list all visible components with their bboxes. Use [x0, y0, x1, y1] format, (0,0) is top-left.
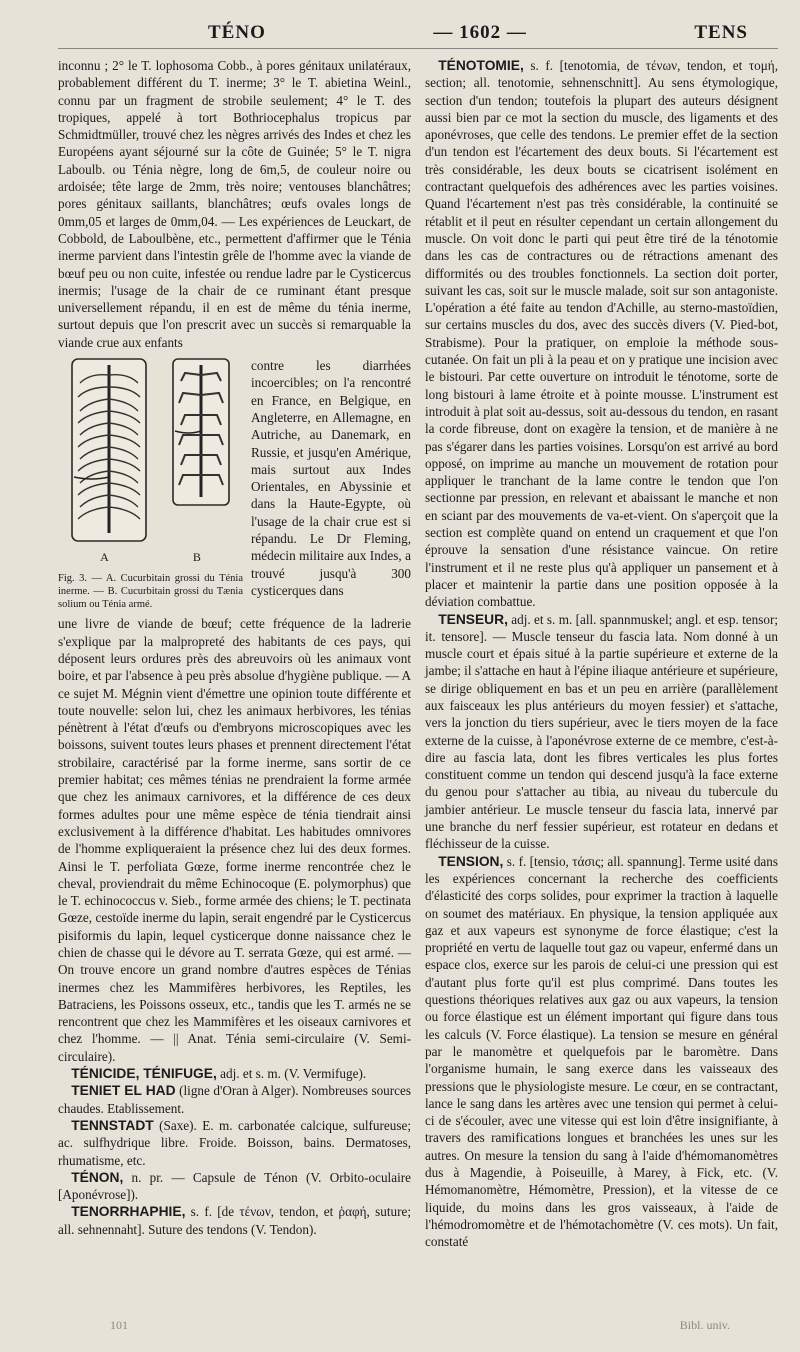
- headword: TENNSTADT: [71, 1117, 154, 1133]
- figure-label-b: B: [192, 550, 201, 565]
- page-number: — 1602 —: [433, 22, 527, 43]
- headword: TENSEUR,: [438, 611, 508, 627]
- figure-labels: [58, 549, 243, 566]
- figure-panel: [58, 357, 243, 611]
- headword: TÉNON,: [71, 1169, 124, 1185]
- figure-caption: Fig. 3. — A. Cucurbitain grossi du Ténia inerme. — B. Cucurbitain grossi du Tænia solium ou Ténia armé.: [58, 573, 243, 611]
- entry-text: adj. et s. m. (V. Vermifuge).: [216, 1066, 367, 1082]
- entry-tension: [425, 853, 778, 1251]
- figure-illustration: [58, 357, 243, 547]
- entry-text: n. pr. — Capsule de Ténon (V. Orbito-oculaire [Aponévrose]).: [58, 1169, 411, 1203]
- entry-text: adj. et s. m. [all. spannmuskel; angl. et esp. tensor; it. tensore]. — Muscle tenseur du fascia lata. Nom donné à un muscle court et épais situé à la partie supérieure et externe de la jambe; il s'attache en haut à l'épine iliaque antérieure et supérieure, se dirige obliquement en bas et un peu en arrière (parallèlement aux faisceaux les plus antérieurs du moyen fessier) et s'attache, vers la jonction du tiers supérieur, avec le tiers moyen de la face externe de la cuisse, à l'aponévrose externe de ce membre, c'est-à-dire au fascia lata, dont les fibres verticales les plus fortes constituent comme un tendon qui descend jusqu'à la face externe du genou pour s'attacher au tibia, au niveau du tubercule du jambier antérieur. Le muscle tenseur du fascia lata, innervé par une branche du nerf fessier supérieur, est rotateur en dedans et fléchisseur de la cuisse.: [425, 611, 778, 852]
- paragraph: une livre de viande de bœuf; cette fréquence de la ladrerie s'explique par la malpropreté des habitants de ces pays, qui déposent leurs ordures près des abreuvoirs où les animaux vont boire, et par l'absence à peu près absolue d'hygiène publique. — A ce sujet M. Mégnin vient d'émettre une opinion toute différente et toute nouvelle: selon lui, chez les animaux herbivores, les ténias pénètrent à l'état d'œufs ou d'embryons microscopiques avec les boissons, suivent toutes leurs phases et prennent directement l'état strobilaire, caractérisé par la forme inerme, sans sortir de ce premier habitat; ces mêmes ténias ne prendraient la forme armée que chez les animaux carnivores, et la différence de ces deux formes adultes pour une même espèce de ténia tiendrait ainsi exclusivement à la différence d'habitat. Les habitudes omnivores de l'homme expliqueraient la présence chez lui des deux formes. Ainsi le T. perfoliata Gœze, forme inerme rencontrée chez le cheval, proviendrait du même Echinocoque (E. polymorphus) que le T. echinococcus v. Sieb., forme armée des chiens; le T. pectinata Gœze, cestoïde inerme du lapin, serait engendré par le Cysticercus pisiformis du lapin, lequel cysticerque donne naissance chez le chien de chasse qui le dévore au T. serrata Gœze, qui est armé. — On trouve encore un grand nombre d'autres espèces de Ténias inermes chez les Mammifères herbivores, les Reptiles, les Batraciens, les Poissons osseux, etc., tandis que les T. armés ne se rencontrent que chez les Mammifères et les oiseaux carnivores et chez l'homme. — || Anat. Ténia semi-circulaire (V. Semi-circulaire).: [58, 616, 411, 1064]
- figure-side-text: contre les diarrhées incoercibles; on l'a rencontré en France, en Belgique, en Angleterre, en Allemagne, en Autriche, au Danemark, en Russie, et jusqu'en Amérique, mais surtout aux Indes Orientales, en Abyssinie et dans la Haute-Egypte, où l'usage de la chair crue est si répandu. Le Dr Fleming, médecin militaire aux Indes, a trouvé jusqu'à 300 cysticerques dans: [251, 358, 411, 598]
- entry-text: (ligne d'Oran à Alger). Nombreuses sources chaudes. Etablissement.: [58, 1083, 411, 1116]
- entry-text: s. f. [tenotomia, de τένων, tendon, et τομή, section; all. tenotomie, sehnenschnitt]. Au sens étymologique, section d'un tendon; toutefois la plupart des auteurs désignent aussi bien par ce mot la section du muscle, des ligaments et des aponévroses, que celle des tendons. Le premier effet de la section d'un tendon est l'écartement des deux bouts. Si l'écartement est très considérable, les deux bouts se cicatrisent isolément en contractant quelquefois des adhérences avec les parties voisines. Quand l'écartement n'est pas très considérable, la continuité se rétablit et il peut en résulter cependant un certain allongement du muscle. On voit donc le parti qui peut être tiré de la ténotomie dans les cas de contractures ou de rétractions amenant des difformités ou des troubles fonctionnels. La section doit porter, suivant les cas, soit sur le muscle malade, soit sur son antagoniste. L'opération a été faite au tendon d'Achille, au sterno-mastoïdien, sur certains muscles du dos, avec des succès divers (V. Pied-bot, Strabisme). Pour la pratiquer, on emploie la méthode sous-cutanée. On fait un pli à la peau et on y pratique une incision avec le bistouri. Par cette ouverture on introduit le ténotome, sorte de long bistouri à lame étroite et à pointe mousse. L'instrument est introduit à plat soit au-dessus, soit au-dessous du tendon, en rasant la corde fibreuse, dont on exagère la tension, et de manière à ne pas s'égarer dans les parties voisines. Lorsqu'on est arrivé au bord opposé, on imprime au manche un mouvement de rotation pour appliquer le tranchant de la lame contre le tendon que l'on sectionne par pression, en relevant et abaissant le manche et non en sciant par des mouvements de va-et-vient. On s'aperçoit que la section est complète quand on entend un craquement et que l'on éprouve la sensation d'une résistance vaincue. On retire l'instrument et il ne reste plus qu'à appliquer un pansement et à placer et maintenir la partie dans une position opposée à la déviation combattue.: [425, 58, 778, 610]
- entry-tenseur: [425, 611, 778, 853]
- headword: TÉNOTOMIE,: [438, 58, 524, 73]
- entry-text: (Saxe). E. m. carbonatée calcique, sulfureuse; ac. sulfhydrique libre. Froide. Boisson, bains. Dermatoses, rhumatisme, etc.: [58, 1117, 411, 1168]
- proglottid-a-illustration: [70, 357, 148, 543]
- entry-teniet-el-had: [58, 1082, 411, 1117]
- right-column: [425, 57, 778, 1250]
- entry-tennstadt: [58, 1117, 411, 1169]
- text-columns: [58, 57, 778, 1250]
- figure-label-a: A: [100, 550, 109, 565]
- footer-right: Bibl. univ.: [679, 1318, 730, 1332]
- footer-left: 101: [110, 1318, 128, 1332]
- paragraph: inconnu ; 2° le T. lophosoma Cobb., à pores génitaux unilatéraux, probablement différent du T. inerme; 3° le T. abietina Weinl., connu par un fragment de strobile seulement; 4° le T. des tropiques, appelé à tort Bothriocephalus tropicus par Schmidtmüller, trouvé chez les nègres arrivés des Indes et chez les Européens ayant séjourné sur la côte de Guinée; 5° le T. nigra Laboulb. ou Ténia nègre, long de 6m,5, de couleur noire ou ardoisée; tête large de 2mm, très noire; ventouses blanchâtres; pores génitaux saillants, blanchâtres; œufs ovales longs de 0mm,05 et larges de 0mm,04. — Les expériences de Leuckart, de Cobbold, de Laboulbène, etc., permettent d'affirmer que le Ténia inerme parvient dans l'intestin grêle de l'homme avec la viande de bœuf peu ou non cuite, infestée ou rendue ladre par le Cysticercus inermis; l'usage de la chair de ce ruminant étant presque universellement répandu, il en est de même du ténia inerme, surtout depuis que l'on prescrit avec un succès si remarquable la viande crue aux enfants: [58, 58, 411, 350]
- proglottid-b-illustration: [171, 357, 231, 507]
- headword: TÉNICIDE, TÉNIFUGE,: [71, 1066, 217, 1082]
- entry-text: s. f. [tensio, τάσις; all. spannung]. Terme usité dans les expériences concernant la recherche des coefficients d'élasticité des corps solides, pour exprimer la traction à laquelle on soumet des matériaux. En physique, la tension appliquée aux gaz et aux vapeurs est synonyme de force élastique; c'est la propriété en vertu de laquelle tout gaz ou vapeur, enfermé dans un espace clos, exerce sur les parois de celui-ci une pression qui est d'autant plus forte qu'il est plus comprimé. Dans toutes les questions théoriques relatives aux gaz ou aux vapeurs, la tension ou force élastique est un élément important qui figure dans tous les calculs (V. Force élastique). La tension se mesure en général par le manomètre et quelquefois par le baromètre. Dans l'organisme humain, le sang exerce dans les vaisseaux des pressions que le physiologiste mesure. Le cœur, en se contractant, lance le sang dans les artères avec une tension qui permet à celui-ci de s'écouler, avec une vitesse qui est loin d'être insignifiante, à travers des ramifications longues et branchées les unes sur les autres. On mesure la tension du sang à l'aide d'hémomanomètres dus à Magendie, à Poiseuille, à Marey, à Fick, etc. (V. Hémomanomètre, Hémomètre, Pression), et la vitesse de ce liquide, du moins dans les gros vaisseaux, à l'aide de l'hémodromomètre et de l'hémotachomètre (V. ces mots). Un fait, constaté: [425, 853, 778, 1250]
- entry-tenorrhaphie: [58, 1203, 411, 1238]
- entry-tenicide: [58, 1065, 411, 1082]
- headword: TENSION,: [438, 853, 504, 869]
- entry-tenon: [58, 1169, 411, 1204]
- running-header: [58, 22, 778, 49]
- header-right: TENS: [694, 22, 748, 43]
- left-column: [58, 57, 411, 1250]
- page-footer: [0, 1318, 800, 1333]
- entry-tenotomie: [425, 57, 778, 611]
- headword: TENIET EL HAD: [71, 1083, 176, 1099]
- figure-3: [58, 357, 411, 611]
- headword: TENORRHAPHIE,: [71, 1204, 186, 1220]
- entry-text: s. f. [de τένων, tendon, et ῥαφή, suture; all. sehnennaht]. Suture des tendons (V. Tendon).: [58, 1204, 411, 1237]
- header-left: TÉNO: [208, 22, 266, 43]
